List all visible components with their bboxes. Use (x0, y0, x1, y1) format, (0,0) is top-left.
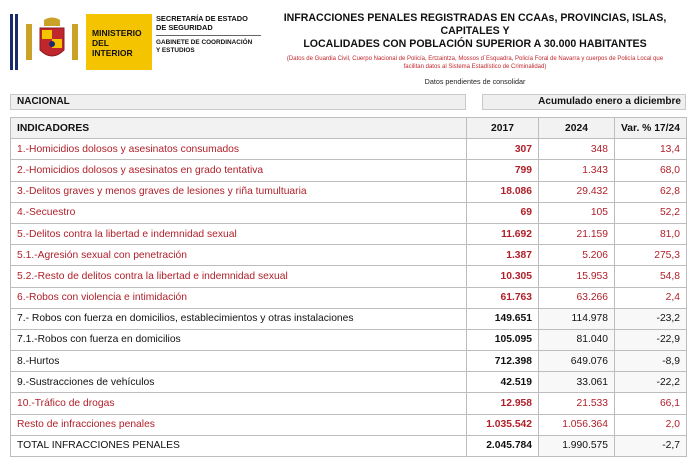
row-value-2024: 348 (539, 139, 615, 160)
ministry-line1: MINISTERIO (92, 28, 142, 38)
table-row (11, 414, 687, 435)
scope-bar: NACIONAL (10, 94, 466, 110)
row-value-2024: 33.061 (539, 372, 615, 393)
row-value-2017: 799 (467, 160, 539, 181)
indicators-table (10, 117, 687, 457)
row-value-2024: 5.206 (539, 245, 615, 266)
row-value-2017: 2.045.784 (467, 435, 539, 456)
row-variation: 68,0 (615, 160, 687, 181)
table-row (11, 266, 687, 287)
ministry-label-box (86, 14, 152, 70)
gabinete-line1: GABINETE DE COORDINACIÓN (156, 39, 253, 46)
row-value-2017: 11.692 (467, 223, 539, 244)
table-row (11, 351, 687, 372)
row-value-2017: 1.035.542 (467, 414, 539, 435)
report-title-line2: LOCALIDADES CON POBLACIÓN SUPERIOR A 30.000 HABITANTES (303, 38, 647, 50)
row-value-2024: 63.266 (539, 287, 615, 308)
row-value-2017: 10.305 (467, 266, 539, 287)
table-row (11, 223, 687, 244)
table-header-row (11, 118, 687, 139)
row-variation: -2,7 (615, 435, 687, 456)
table-row (11, 181, 687, 202)
row-value-2024: 21.533 (539, 393, 615, 414)
row-indicator: 5.2.-Resto de delitos contra la libertad e indemnidad sexual (11, 266, 467, 287)
row-variation: 54,8 (615, 266, 687, 287)
secretaria-divider (156, 35, 261, 36)
row-value-2017: 12.958 (467, 393, 539, 414)
header-2017: 2017 (467, 118, 539, 139)
row-value-2024: 649.076 (539, 351, 615, 372)
table-row (11, 287, 687, 308)
row-variation: 52,2 (615, 202, 687, 223)
secretaria-block (156, 14, 261, 55)
row-indicator: 9.-Sustracciones de vehículos (11, 372, 467, 393)
table-row (11, 435, 687, 456)
table-row (11, 139, 687, 160)
row-value-2017: 712.398 (467, 351, 539, 372)
period-bar: Acumulado enero a diciembre (482, 94, 686, 110)
row-indicator: 8.-Hurtos (11, 351, 467, 372)
row-value-2024: 29.432 (539, 181, 615, 202)
row-value-2017: 61.763 (467, 287, 539, 308)
table-row (11, 202, 687, 223)
row-value-2017: 1.387 (467, 245, 539, 266)
header-variation: Var. % 17/24 (615, 118, 687, 139)
row-indicator: 1.-Homicidios dolosos y asesinatos consumados (11, 139, 467, 160)
report-header (0, 0, 700, 86)
row-indicator: 6.-Robos con violencia e intimidación (11, 287, 467, 308)
row-value-2024: 1.056.364 (539, 414, 615, 435)
row-value-2024: 1.343 (539, 160, 615, 181)
row-indicator: TOTAL INFRACCIONES PENALES (11, 435, 467, 456)
row-indicator: 10.-Tráfico de drogas (11, 393, 467, 414)
ministry-logo (10, 14, 150, 70)
row-variation: 62,8 (615, 181, 687, 202)
header-2024: 2024 (539, 118, 615, 139)
table-row (11, 245, 687, 266)
row-variation: 2,4 (615, 287, 687, 308)
row-variation: -22,2 (615, 372, 687, 393)
row-value-2024: 15.953 (539, 266, 615, 287)
table-row (11, 329, 687, 350)
source-note-line2: facilitan datos al Sistema Estadístico de Criminalidad) (403, 64, 547, 70)
row-variation: 81,0 (615, 223, 687, 244)
row-indicator: 7.- Robos con fuerza en domicilios, establecimientos y otras instalaciones (11, 308, 467, 329)
row-variation: 66,1 (615, 393, 687, 414)
row-variation: 13,4 (615, 139, 687, 160)
source-note-line1: (Datos de Guardia Civil, Cuerpo Nacional de Policía, Ertzaintza, Mossos d´Esquadra, Policía Foral de Navarra y cuerpos de Policía Local que (286, 56, 664, 62)
row-value-2017: 149.651 (467, 308, 539, 329)
row-value-2017: 69 (467, 202, 539, 223)
row-indicator: 5.1.-Agresión sexual con penetración (11, 245, 467, 266)
row-value-2024: 105 (539, 202, 615, 223)
row-indicator: 3.-Delitos graves y menos graves de lesiones y riña tumultuaria (11, 181, 467, 202)
row-value-2017: 42.519 (467, 372, 539, 393)
row-value-2024: 81.040 (539, 329, 615, 350)
row-value-2024: 1.990.575 (539, 435, 615, 456)
row-variation: 2,0 (615, 414, 687, 435)
secretaria-line1: SECRETARÍA DE ESTADO (156, 14, 248, 23)
row-value-2017: 307 (467, 139, 539, 160)
row-indicator: 5.-Delitos contra la libertad e indemnidad sexual (11, 223, 467, 244)
ministry-line2: DEL INTERIOR (92, 38, 133, 58)
gabinete-line2: Y ESTUDIOS (156, 47, 195, 54)
row-variation: -8,9 (615, 351, 687, 372)
report-title-line1: INFRACCIONES PENALES REGISTRADAS EN CCAAs, PROVINCIAS, ISLAS, CAPITALES Y (283, 12, 667, 37)
row-indicator: Resto de infracciones penales (11, 414, 467, 435)
table-row (11, 308, 687, 329)
table-row (11, 393, 687, 414)
coat-of-arms-icon (22, 16, 82, 68)
secretaria-line2: DE SEGURIDAD (156, 23, 213, 32)
row-value-2017: 18.086 (467, 181, 539, 202)
table-row (11, 372, 687, 393)
report-title-block (260, 12, 690, 86)
row-variation: 275,3 (615, 245, 687, 266)
table-row (11, 160, 687, 181)
flag-stripes (10, 14, 18, 70)
header-indicators: INDICADORES (11, 118, 467, 139)
row-variation: -23,2 (615, 308, 687, 329)
row-variation: -22,9 (615, 329, 687, 350)
row-value-2024: 21.159 (539, 223, 615, 244)
row-value-2024: 114.978 (539, 308, 615, 329)
row-indicator: 4.-Secuestro (11, 202, 467, 223)
row-indicator: 2.-Homicidios dolosos y asesinatos en grado tentativa (11, 160, 467, 181)
row-value-2017: 105.095 (467, 329, 539, 350)
table-body (11, 139, 687, 457)
row-indicator: 7.1.-Robos con fuerza en domicilios (11, 329, 467, 350)
pending-note: Datos pendientes de consolidar (424, 77, 526, 86)
